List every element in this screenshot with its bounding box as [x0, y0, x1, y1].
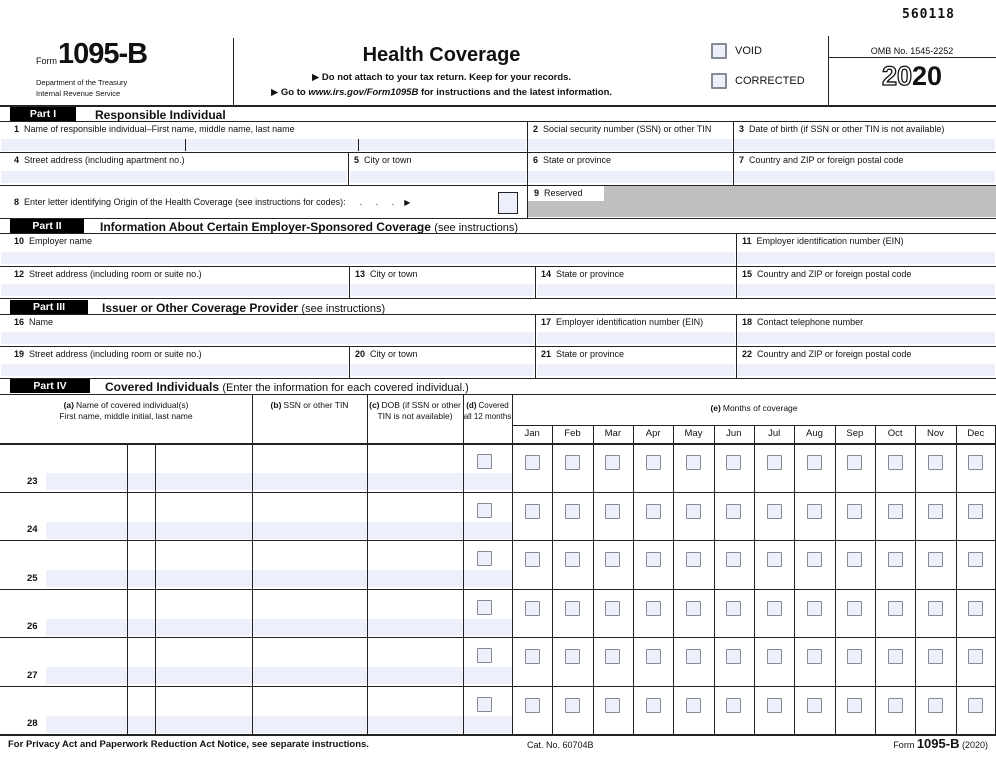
- form-number: 1095-B: [58, 38, 148, 70]
- divider-line: [127, 443, 128, 734]
- field-17-label: 17 Employer identification number (EIN): [541, 317, 704, 327]
- row-25-month-apr-checkbox[interactable]: [646, 552, 661, 567]
- field-18-input[interactable]: [737, 332, 995, 344]
- form-word: Form: [36, 56, 57, 66]
- row-23-month-dec-checkbox[interactable]: [968, 455, 983, 470]
- divider-line: [915, 425, 916, 734]
- part3-title: Issuer or Other Coverage Provider: [102, 301, 299, 315]
- month-header-nov: Nov: [927, 428, 944, 439]
- row-23-month-aug-checkbox[interactable]: [807, 455, 822, 470]
- row-23-month-jul-checkbox[interactable]: [767, 455, 782, 470]
- field-16-input[interactable]: [1, 332, 534, 344]
- field-21-label: 21 State or province: [541, 349, 625, 359]
- row-24-month-nov-checkbox[interactable]: [928, 504, 943, 519]
- field-16-label: 16 Name: [14, 317, 54, 327]
- row-27-month-jun-checkbox[interactable]: [726, 649, 741, 664]
- row-28-month-jun-checkbox[interactable]: [726, 698, 741, 713]
- divider-line: [0, 346, 996, 347]
- field-10-label: 10 Employer name: [14, 236, 93, 246]
- divider-line: [673, 425, 674, 734]
- row-23-month-oct-checkbox[interactable]: [888, 455, 903, 470]
- divider-line: [185, 139, 186, 151]
- field-6-input[interactable]: [528, 171, 732, 183]
- divider-line: [463, 394, 464, 734]
- divider-line: [736, 233, 737, 266]
- divider-line: [875, 425, 876, 734]
- row-25-month-aug-checkbox[interactable]: [807, 552, 822, 567]
- row-25-month-jan-checkbox[interactable]: [525, 552, 540, 567]
- field-13-input[interactable]: [351, 284, 534, 296]
- field-4-input[interactable]: [1, 171, 347, 183]
- row-25-month-oct-checkbox[interactable]: [888, 552, 903, 567]
- row-23-month-jan-checkbox[interactable]: [525, 455, 540, 470]
- row-25-month-dec-checkbox[interactable]: [968, 552, 983, 567]
- row-26-month-dec-checkbox[interactable]: [968, 601, 983, 616]
- divider-line: [0, 266, 996, 267]
- field-17-input[interactable]: [537, 332, 735, 344]
- note-do-not-attach: ▶ Do not attach to your tax return. Keep for your records.: [311, 72, 572, 83]
- field-3-input[interactable]: [734, 139, 995, 151]
- divider-line: [535, 314, 536, 346]
- arrow-icon: ▶: [404, 198, 411, 207]
- field-4-label: 4 Street address (including apartment no.): [14, 155, 185, 165]
- row-27-month-mar-checkbox[interactable]: [605, 649, 620, 664]
- part3-tag: Part III: [10, 300, 88, 314]
- field-7-label: 7 Country and ZIP or foreign postal code: [739, 155, 904, 165]
- divider-line: [0, 218, 996, 219]
- row-27-month-aug-checkbox[interactable]: [807, 649, 822, 664]
- year-solid-part: 20: [912, 61, 943, 91]
- row-25-month-jun-checkbox[interactable]: [726, 552, 741, 567]
- divider-line: [0, 589, 996, 590]
- row-25-month-nov-checkbox[interactable]: [928, 552, 943, 567]
- field-5-input[interactable]: [350, 171, 526, 183]
- divider-line: [527, 152, 528, 185]
- year-outline-part: 20: [881, 61, 912, 91]
- row-26-month-jan-checkbox[interactable]: [525, 601, 540, 616]
- divider-line: [527, 121, 528, 152]
- col-b-header: (b) SSN or other TIN: [270, 400, 349, 410]
- field-19-input[interactable]: [1, 364, 348, 376]
- row-25-month-sep-checkbox[interactable]: [847, 552, 862, 567]
- divider-line: [733, 121, 734, 152]
- field-20-input[interactable]: [351, 364, 534, 376]
- void-label: VOID: [735, 45, 762, 57]
- row-27-month-jan-checkbox[interactable]: [525, 649, 540, 664]
- row-26-month-jul-checkbox[interactable]: [767, 601, 782, 616]
- field-12-input[interactable]: [1, 284, 348, 296]
- col-c-header: (c) DOB (if SSN or other TIN is not available): [369, 400, 461, 421]
- field-14-input[interactable]: [537, 284, 735, 296]
- divider-line: [0, 105, 996, 107]
- row-27-month-feb-checkbox[interactable]: [565, 649, 580, 664]
- field-13-label: 13 City or town: [355, 269, 418, 279]
- field-22-input[interactable]: [737, 364, 995, 376]
- row-24-month-jul-checkbox[interactable]: [767, 504, 782, 519]
- row-28-month-apr-checkbox[interactable]: [646, 698, 661, 713]
- row-27-month-nov-checkbox[interactable]: [928, 649, 943, 664]
- row-28-month-nov-checkbox[interactable]: [928, 698, 943, 713]
- row-24-month-may-checkbox[interactable]: [686, 504, 701, 519]
- divider-line: [0, 540, 996, 541]
- row-24-month-dec-checkbox[interactable]: [968, 504, 983, 519]
- divider-line: [0, 152, 996, 153]
- row-25-name-input[interactable]: [46, 570, 512, 587]
- row-23-month-sep-checkbox[interactable]: [847, 455, 862, 470]
- row-28-name-input[interactable]: [46, 716, 512, 733]
- divider-line: [155, 443, 156, 734]
- field-12-label: 12 Street address (including room or suite no.): [14, 269, 202, 279]
- field-1-input[interactable]: [1, 139, 526, 151]
- row-28-month-jul-checkbox[interactable]: [767, 698, 782, 713]
- row-27-name-input[interactable]: [46, 667, 512, 684]
- irs-url: www.irs.gov/Form1095B: [308, 87, 419, 98]
- row-28-month-mar-checkbox[interactable]: [605, 698, 620, 713]
- divider-line: [0, 378, 996, 379]
- row-24-number: 24: [27, 524, 38, 535]
- row-28-month-feb-checkbox[interactable]: [565, 698, 580, 713]
- part3-subtitle: (see instructions): [301, 303, 386, 315]
- divider-line: [0, 443, 996, 445]
- row-23-name-input[interactable]: [46, 473, 512, 490]
- corrected-checkbox[interactable]: [711, 73, 727, 89]
- part4-subtitle: (Enter the information for each covered individual.): [222, 382, 469, 394]
- divider-line: [535, 346, 536, 378]
- field-2-label: 2 Social security number (SSN) or other TIN: [533, 124, 712, 134]
- row-28-month-oct-checkbox[interactable]: [888, 698, 903, 713]
- row-23-month-feb-checkbox[interactable]: [565, 455, 580, 470]
- part4-title: Covered Individuals: [105, 380, 220, 394]
- row-24-month-mar-checkbox[interactable]: [605, 504, 620, 519]
- row-25-month-may-checkbox[interactable]: [686, 552, 701, 567]
- row-23-month-may-checkbox[interactable]: [686, 455, 701, 470]
- row-25-month-mar-checkbox[interactable]: [605, 552, 620, 567]
- row-26-month-mar-checkbox[interactable]: [605, 601, 620, 616]
- row-23-covered-all-12-months-checkbox[interactable]: [477, 454, 492, 469]
- month-header-may: May: [684, 428, 703, 439]
- divider-line: [252, 394, 253, 734]
- row-24-name-input[interactable]: [46, 522, 512, 539]
- form-title: Health Coverage: [362, 44, 521, 66]
- divider-line: [714, 425, 715, 734]
- field-15-label: 15 Country and ZIP or foreign postal code: [742, 269, 912, 279]
- col-d-header: (d) Covered all 12 months: [463, 401, 512, 421]
- divider-line: [527, 185, 528, 218]
- month-header-jul: Jul: [768, 428, 781, 439]
- divider-line: [358, 139, 359, 151]
- field-14-label: 14 State or province: [541, 269, 625, 279]
- divider-line: [0, 734, 996, 736]
- divider-line: [0, 686, 996, 687]
- field-9-label: 9 Reserved: [534, 188, 583, 198]
- divider-line: [593, 425, 594, 734]
- field-5-label: 5 City or town: [354, 155, 412, 165]
- serial-number: 560118: [902, 7, 955, 22]
- row-26-month-jun-checkbox[interactable]: [726, 601, 741, 616]
- row-27-month-dec-checkbox[interactable]: [968, 649, 983, 664]
- field-6-label: 6 State or province: [533, 155, 612, 165]
- divider-line: [0, 637, 996, 638]
- month-header-mar: Mar: [604, 428, 621, 439]
- field-8-label: 8 Enter letter identifying Origin of the Health Coverage (see instructions for codes): . . . ▶: [14, 197, 411, 207]
- divider-line: [349, 346, 350, 378]
- row-26-month-oct-checkbox[interactable]: [888, 601, 903, 616]
- month-header-oct: Oct: [887, 428, 903, 439]
- month-header-sep: Sep: [846, 428, 864, 439]
- field-10-input[interactable]: [1, 252, 735, 264]
- row-23-month-mar-checkbox[interactable]: [605, 455, 620, 470]
- row-24-month-oct-checkbox[interactable]: [888, 504, 903, 519]
- field-18-label: 18 Contact telephone number: [742, 317, 864, 327]
- divider-line: [512, 394, 513, 734]
- field-11-input[interactable]: [737, 252, 995, 264]
- month-header-feb: Feb: [564, 428, 581, 439]
- field-15-input[interactable]: [737, 284, 995, 296]
- divider-line: [348, 152, 349, 185]
- row-26-month-sep-checkbox[interactable]: [847, 601, 862, 616]
- row-23-number: 23: [27, 475, 38, 487]
- divider-line: [835, 425, 836, 734]
- dept-line-1: Department of the Treasury: [36, 78, 128, 87]
- row-27-month-sep-checkbox[interactable]: [847, 649, 862, 664]
- field-22-label: 22 Country and ZIP or foreign postal code: [742, 349, 912, 359]
- row-24-month-aug-checkbox[interactable]: [807, 504, 822, 519]
- row-24-month-apr-checkbox[interactable]: [646, 504, 661, 519]
- row-26-number: 26: [27, 621, 38, 632]
- divider-line: [552, 425, 553, 734]
- row-27-covered-all-12-months-checkbox[interactable]: [477, 648, 492, 663]
- col-a-header: (a) Name of covered individual(s) First name, middle initial, last name: [59, 400, 193, 421]
- part2-tag: Part II: [10, 219, 84, 233]
- row-27-month-oct-checkbox[interactable]: [888, 649, 903, 664]
- row-28-month-may-checkbox[interactable]: [686, 698, 701, 713]
- field-8-input-box[interactable]: [498, 192, 518, 214]
- field-20-label: 20 City or town: [355, 349, 418, 359]
- row-28-month-jan-checkbox[interactable]: [525, 698, 540, 713]
- corrected-label: CORRECTED: [735, 75, 805, 87]
- catalog-number: Cat. No. 60704B: [527, 740, 594, 750]
- row-28-month-dec-checkbox[interactable]: [968, 698, 983, 713]
- divider-line: [633, 425, 634, 734]
- row-28-covered-all-12-months-checkbox[interactable]: [477, 697, 492, 712]
- month-header-jan: Jan: [524, 428, 540, 439]
- field-21-input[interactable]: [537, 364, 735, 376]
- row-24-month-jan-checkbox[interactable]: [525, 504, 540, 519]
- row-27-number: 27: [27, 669, 38, 681]
- divider-line: [0, 298, 996, 299]
- divider-line: [0, 492, 996, 493]
- month-header-dec: Dec: [967, 428, 985, 439]
- divider-line: [956, 425, 957, 734]
- divider-line: [349, 266, 350, 298]
- field-19-label: 19 Street address (including room or suite no.): [14, 349, 202, 359]
- row-27-month-apr-checkbox[interactable]: [646, 649, 661, 664]
- row-24-covered-all-12-months-checkbox[interactable]: [477, 503, 492, 518]
- row-26-month-feb-checkbox[interactable]: [565, 601, 580, 616]
- divider-line: [0, 185, 996, 186]
- footer-form-id: Form 1095-B (2020): [893, 736, 988, 751]
- tax-year: [828, 61, 996, 92]
- row-26-month-apr-checkbox[interactable]: [646, 601, 661, 616]
- col-e-header: (e) Months of coverage: [710, 403, 798, 413]
- row-23-month-jun-checkbox[interactable]: [726, 455, 741, 470]
- row-27-month-jul-checkbox[interactable]: [767, 649, 782, 664]
- field-7-input[interactable]: [734, 171, 995, 183]
- divider-line: [754, 425, 755, 734]
- row-25-month-jul-checkbox[interactable]: [767, 552, 782, 567]
- divider-line: [0, 394, 996, 395]
- row-25-number: 25: [27, 572, 38, 584]
- row-25-covered-all-12-months-checkbox[interactable]: [477, 551, 492, 566]
- row-26-covered-all-12-months-checkbox[interactable]: [477, 600, 492, 615]
- dept-line-2: Internal Revenue Service: [36, 89, 121, 98]
- row-24-month-jun-checkbox[interactable]: [726, 504, 741, 519]
- row-26-name-input[interactable]: [46, 619, 512, 636]
- row-27-month-may-checkbox[interactable]: [686, 649, 701, 664]
- field-2-input[interactable]: [528, 139, 732, 151]
- divider-line: [733, 152, 734, 185]
- month-header-jun: Jun: [726, 428, 742, 439]
- omb-number: OMB No. 1545-2252: [870, 46, 954, 56]
- month-header-apr: Apr: [645, 428, 661, 439]
- row-28-month-sep-checkbox[interactable]: [847, 698, 862, 713]
- field-1-label: 1 Name of responsible individual–First name, middle name, last name: [14, 124, 295, 134]
- month-header-aug: Aug: [806, 428, 823, 439]
- void-checkbox[interactable]: [711, 43, 727, 59]
- divider-line: [828, 57, 996, 58]
- part1-title: Responsible Individual: [95, 108, 226, 122]
- divider-line: [367, 394, 368, 734]
- row-28-number: 28: [27, 718, 38, 729]
- row-24-month-sep-checkbox[interactable]: [847, 504, 862, 519]
- part2-title: Information About Certain Employer-Sponsored Coverage: [100, 220, 431, 234]
- field-3-label: 3 Date of birth (if SSN or other TIN is not available): [739, 124, 945, 134]
- divider-line: [794, 425, 795, 734]
- row-26-month-may-checkbox[interactable]: [686, 601, 701, 616]
- privacy-notice: For Privacy Act and Paperwork Reduction Act Notice, see separate instructions.: [8, 739, 369, 750]
- row-23-month-nov-checkbox[interactable]: [928, 455, 943, 470]
- row-25-month-feb-checkbox[interactable]: [565, 552, 580, 567]
- part2-subtitle: (see instructions): [434, 222, 519, 234]
- row-23-month-apr-checkbox[interactable]: [646, 455, 661, 470]
- row-26-month-aug-checkbox[interactable]: [807, 601, 822, 616]
- row-28-month-aug-checkbox[interactable]: [807, 698, 822, 713]
- divider-line: [736, 266, 737, 298]
- divider-line: [535, 266, 536, 298]
- part4-tag: Part IV: [10, 379, 90, 393]
- row-26-month-nov-checkbox[interactable]: [928, 601, 943, 616]
- divider-line: [736, 314, 737, 346]
- part1-tag: Part I: [10, 107, 76, 121]
- divider-line: [736, 346, 737, 378]
- note-go-to: ▶ Go to www.irs.gov/Form1095B for instructions and the latest information.: [270, 87, 613, 98]
- row-24-month-feb-checkbox[interactable]: [565, 504, 580, 519]
- field-11-label: 11 Employer identification number (EIN): [742, 236, 904, 246]
